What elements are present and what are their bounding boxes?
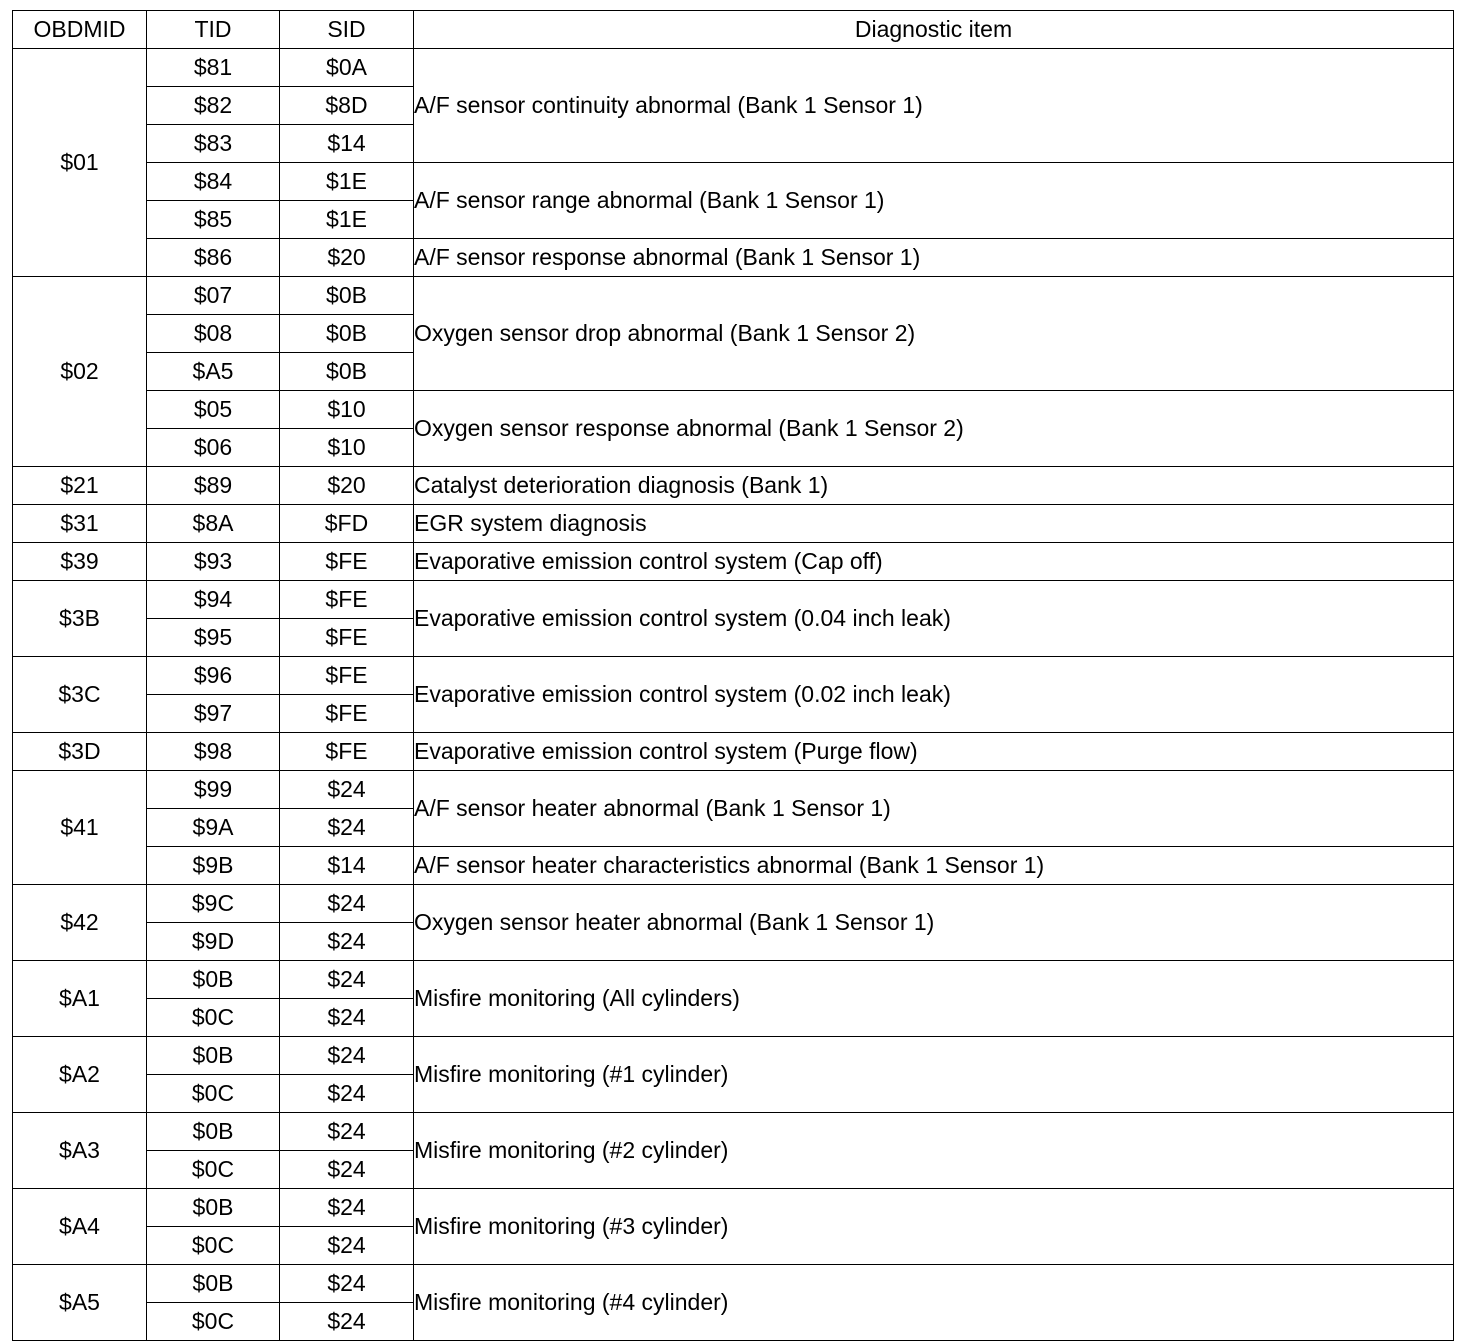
sid-cell: $24 [280,885,414,923]
tid-cell: $85 [147,201,280,239]
diagnostic-item-cell: Oxygen sensor drop abnormal (Bank 1 Sensor 2) [414,277,1454,391]
diagnostic-item-cell: EGR system diagnosis [414,505,1454,543]
diagnostic-item-cell: Evaporative emission control system (Purge flow) [414,733,1454,771]
table-row [13,1037,1454,1075]
tid-cell: $83 [147,125,280,163]
obd-monitor-table [12,10,1454,1341]
header-sid: SID [280,11,414,49]
sid-cell: $FE [280,619,414,657]
obdmid-cell: $A3 [13,1113,147,1189]
table-row [13,391,1454,429]
table-body [13,49,1454,1341]
obdmid-cell: $39 [13,543,147,581]
sid-cell: $24 [280,999,414,1037]
tid-cell: $0B [147,1189,280,1227]
table-row [13,1189,1454,1227]
tid-cell: $82 [147,87,280,125]
sid-cell: $24 [280,1113,414,1151]
header-obdmid: OBDMID [13,11,147,49]
sid-cell: $FE [280,581,414,619]
diagnostic-item-cell: Misfire monitoring (#4 cylinder) [414,1265,1454,1341]
sid-cell: $24 [280,1075,414,1113]
sid-cell: $24 [280,771,414,809]
sid-cell: $FE [280,695,414,733]
tid-cell: $93 [147,543,280,581]
tid-cell: $89 [147,467,280,505]
header-row [13,11,1454,49]
sid-cell: $1E [280,163,414,201]
tid-cell: $99 [147,771,280,809]
diagnostic-item-cell: A/F sensor range abnormal (Bank 1 Sensor 1) [414,163,1454,239]
obdmid-cell: $3D [13,733,147,771]
sid-cell: $FE [280,733,414,771]
sid-cell: $0A [280,49,414,87]
table-row [13,505,1454,543]
sid-cell: $10 [280,429,414,467]
sid-cell: $1E [280,201,414,239]
obdmid-cell: $A4 [13,1189,147,1265]
table-row [13,163,1454,201]
obdmid-cell: $31 [13,505,147,543]
sid-cell: $24 [280,1037,414,1075]
diagnostic-item-cell: A/F sensor response abnormal (Bank 1 Sensor 1) [414,239,1454,277]
tid-cell: $0B [147,1265,280,1303]
diagnostic-item-cell: Misfire monitoring (#3 cylinder) [414,1189,1454,1265]
obdmid-cell: $3B [13,581,147,657]
sid-cell: $20 [280,467,414,505]
diagnostic-item-cell: Evaporative emission control system (0.02 inch leak) [414,657,1454,733]
sid-cell: $14 [280,125,414,163]
sid-cell: $10 [280,391,414,429]
obdmid-cell: $A5 [13,1265,147,1341]
table-row [13,239,1454,277]
obdmid-cell: $01 [13,49,147,277]
tid-cell: $0B [147,961,280,999]
sid-cell: $8D [280,87,414,125]
sid-cell: $24 [280,923,414,961]
diagnostic-item-cell: A/F sensor heater abnormal (Bank 1 Sensor 1) [414,771,1454,847]
sid-cell: $14 [280,847,414,885]
table-row [13,1265,1454,1303]
table-row [13,1113,1454,1151]
header-diagnostic-item: Diagnostic item [414,11,1454,49]
sid-cell: $0B [280,277,414,315]
obdmid-cell: $02 [13,277,147,467]
table-row [13,847,1454,885]
tid-cell: $9C [147,885,280,923]
diagnostic-item-cell: Evaporative emission control system (Cap off) [414,543,1454,581]
sid-cell: $FE [280,657,414,695]
tid-cell: $0C [147,1303,280,1341]
obdmid-cell: $A2 [13,1037,147,1113]
table-row [13,733,1454,771]
tid-cell: $98 [147,733,280,771]
tid-cell: $05 [147,391,280,429]
sid-cell: $24 [280,1265,414,1303]
sid-cell: $24 [280,809,414,847]
diagnostic-item-cell: Misfire monitoring (#2 cylinder) [414,1113,1454,1189]
table-row [13,467,1454,505]
tid-cell: $0C [147,1075,280,1113]
sid-cell: $20 [280,239,414,277]
tid-cell: $97 [147,695,280,733]
table-row [13,771,1454,809]
diagnostic-item-cell: A/F sensor continuity abnormal (Bank 1 Sensor 1) [414,49,1454,163]
diagnostic-item-cell: Misfire monitoring (All cylinders) [414,961,1454,1037]
obdmid-cell: $A1 [13,961,147,1037]
table-row [13,581,1454,619]
table-row [13,657,1454,695]
tid-cell: $81 [147,49,280,87]
obdmid-cell: $42 [13,885,147,961]
tid-cell: $A5 [147,353,280,391]
table-row [13,49,1454,87]
obdmid-cell: $41 [13,771,147,885]
table-row [13,885,1454,923]
sid-cell: $24 [280,1303,414,1341]
diagnostic-item-cell: Oxygen sensor response abnormal (Bank 1 Sensor 2) [414,391,1454,467]
sid-cell: $FE [280,543,414,581]
sid-cell: $24 [280,1227,414,1265]
tid-cell: $06 [147,429,280,467]
diagnostic-item-cell: A/F sensor heater characteristics abnormal (Bank 1 Sensor 1) [414,847,1454,885]
sid-cell: $24 [280,961,414,999]
header-tid: TID [147,11,280,49]
tid-cell: $07 [147,277,280,315]
tid-cell: $86 [147,239,280,277]
tid-cell: $0C [147,1151,280,1189]
obdmid-cell: $3C [13,657,147,733]
diagnostic-item-cell: Evaporative emission control system (0.04 inch leak) [414,581,1454,657]
tid-cell: $0B [147,1037,280,1075]
table-row [13,543,1454,581]
sid-cell: $FD [280,505,414,543]
tid-cell: $9D [147,923,280,961]
sid-cell: $0B [280,353,414,391]
tid-cell: $8A [147,505,280,543]
diagnostic-item-cell: Misfire monitoring (#1 cylinder) [414,1037,1454,1113]
tid-cell: $9B [147,847,280,885]
tid-cell: $0C [147,999,280,1037]
sid-cell: $24 [280,1189,414,1227]
tid-cell: $94 [147,581,280,619]
tid-cell: $9A [147,809,280,847]
tid-cell: $0C [147,1227,280,1265]
tid-cell: $84 [147,163,280,201]
diagnostic-item-cell: Catalyst deterioration diagnosis (Bank 1) [414,467,1454,505]
table-row [13,961,1454,999]
sid-cell: $24 [280,1151,414,1189]
obdmid-cell: $21 [13,467,147,505]
tid-cell: $0B [147,1113,280,1151]
tid-cell: $08 [147,315,280,353]
tid-cell: $95 [147,619,280,657]
sid-cell: $0B [280,315,414,353]
tid-cell: $96 [147,657,280,695]
diagnostic-item-cell: Oxygen sensor heater abnormal (Bank 1 Sensor 1) [414,885,1454,961]
table-row [13,277,1454,315]
